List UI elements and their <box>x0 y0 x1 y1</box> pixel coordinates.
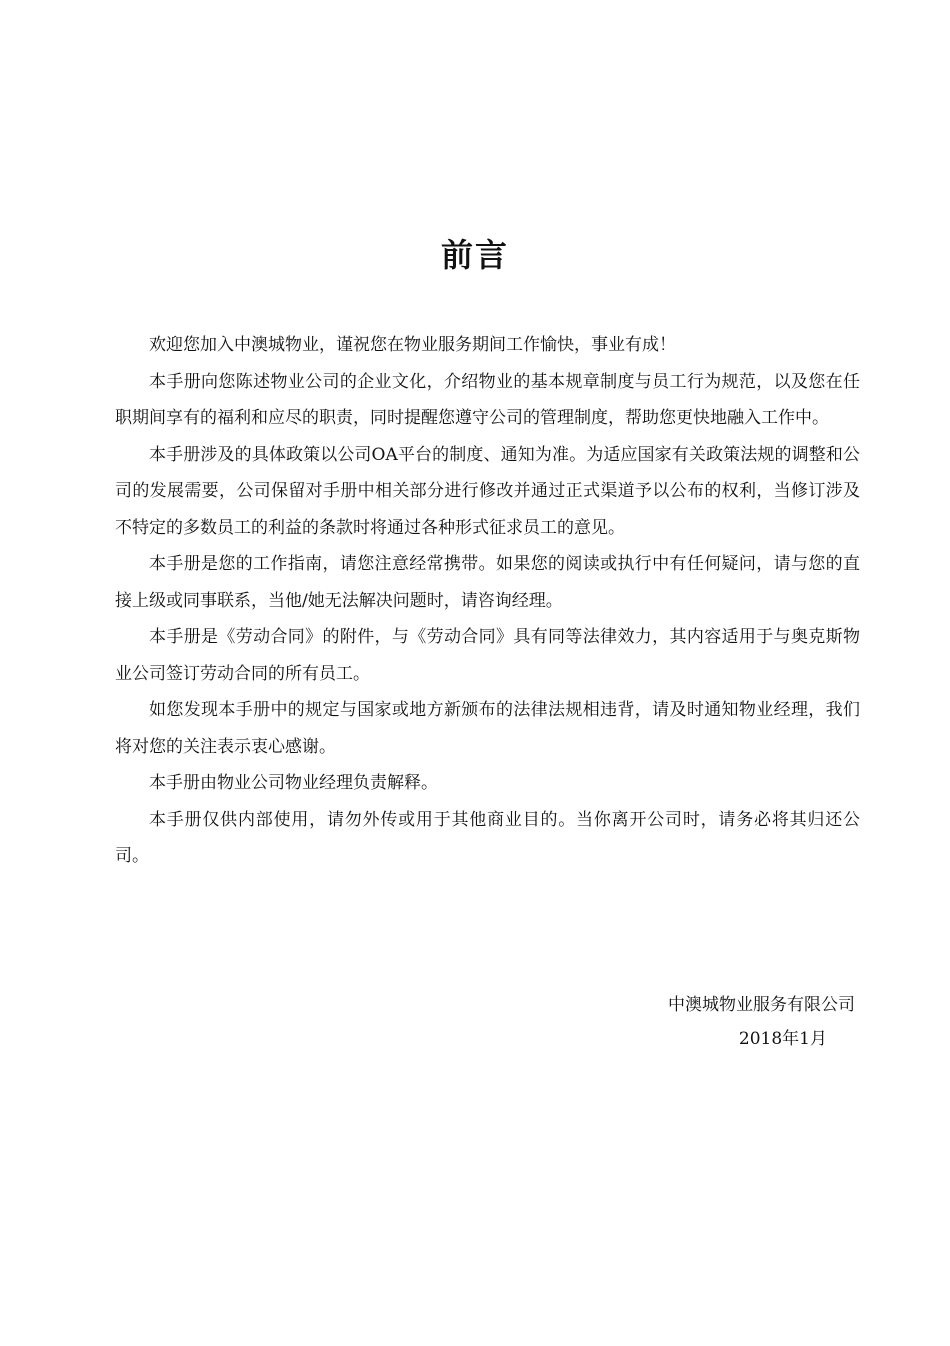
preface-body <box>115 327 860 875</box>
paragraph-purpose: 本手册向您陈述物业公司的企业文化，介绍物业的基本规章制度与员工行为规范，以及您在任职期间享有的福利和应尽的职责，同时提醒您遵守公司的管理制度，帮助您更快地融入工作中。 <box>115 371 860 428</box>
paragraph-conflict: 如您发现本手册中的规定与国家或地方新颁布的法律法规相违背，请及时通知物业经理，我们将对您的关注表示衷心感谢。 <box>115 700 860 757</box>
signature-company: 中澳城物业服务有限公司 <box>668 995 855 1015</box>
paragraph-internal-use: 本手册仅供内部使用，请勿外传或用于其他商业目的。当你离开公司时，请务必将其归还公司。 <box>115 809 860 866</box>
page-title: 前言 <box>440 236 509 274</box>
signature-block <box>668 988 855 1056</box>
signature-date: 2018年1月 <box>738 1029 827 1049</box>
paragraph-policy: 本手册涉及的具体政策以公司OA平台的制度、通知为准。为适应国家有关政策法规的调整和公司的发展需要，公司保留对手册中相关部分进行修改并通过正式渠道予以公布的权利，当修订涉及不特定的多数员工的利益的条款时将通过各种形式征求员工的意见。 <box>115 444 860 538</box>
paragraph-contract: 本手册是《劳动合同》的附件，与《劳动合同》具有同等法律效力，其内容适用于与奥克斯物业公司签订劳动合同的所有员工。 <box>115 627 860 684</box>
paragraph-guide: 本手册是您的工作指南，请您注意经常携带。如果您的阅读或执行中有任何疑问，请与您的直接上级或同事联系，当他/她无法解决问题时，请咨询经理。 <box>115 554 860 611</box>
paragraph-interpretation: 本手册由物业公司物业经理负责解释。 <box>149 773 438 793</box>
paragraph-welcome: 欢迎您加入中澳城物业，谨祝您在物业服务期间工作愉快，事业有成！ <box>149 335 676 355</box>
